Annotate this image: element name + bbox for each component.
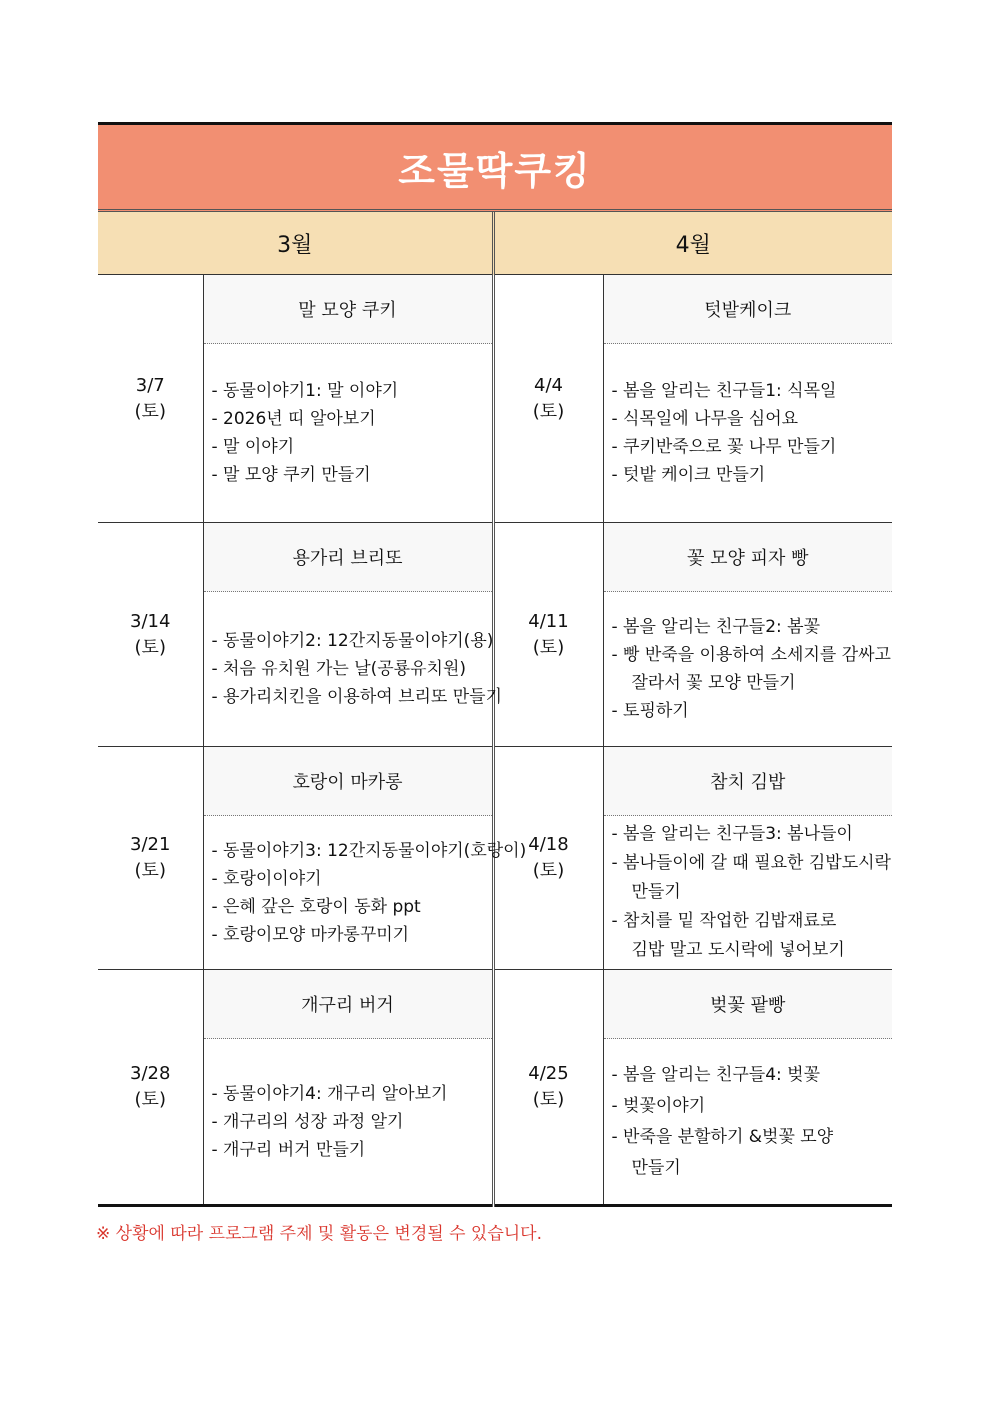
activity-cell [203,592,503,747]
activity-line: - 말 이야기 [211,437,295,457]
activity-line: - 동물이야기1: 말 이야기 [211,381,399,401]
weekday: (토) [134,1089,166,1110]
date-cell [98,747,203,970]
activity-line: 잘라서 꽃 모양 만들기 [631,673,796,693]
activity-line: - 동물이야기2: 12간지동물이야기(용) [211,631,494,651]
schedule-sheet [98,122,892,1207]
weekday: (토) [532,636,565,658]
activity-cell [603,592,892,747]
activity-line: - 동물이야기3: 12간지동물이야기(호랑이) [211,840,527,861]
date: 3/21 [130,834,171,855]
theme-cell: 꽃 모양 피자 빵 [603,523,892,592]
theme-cell: 참치 김밥 [603,747,892,816]
theme-cell: 벚꽃 팥빵 [603,970,892,1039]
activity-cell [203,344,493,523]
activity-cell [603,344,892,523]
activity-line: - 용가리치킨을 이용하여 브리또 만들기 [211,687,503,707]
activity-line: - 개구리의 성장 과정 알기 [211,1111,404,1132]
activity-line: - 봄을 알리는 친구들3: 봄나들이 [611,824,853,844]
activity-line: - 처음 유치원 가는 날(공룡유치원) [211,659,466,679]
date-cell [493,275,603,523]
activity-line: - 벚꽃이야기 [611,1095,706,1116]
date: 4/4 [534,374,563,396]
activity-line: - 말 모양 쿠키 만들기 [211,465,371,485]
weekday: (토) [532,860,565,881]
theme-cell: 용가리 브리또 [203,523,493,592]
activity-line: - 호랑이모양 마카롱꾸미기 [211,924,410,945]
activity-line: - 토핑하기 [611,701,689,721]
activity-line: - 봄나들이에 갈 때 필요한 김밥도시락 [611,853,891,873]
page-title: 조물딱쿠킹 [98,124,892,211]
activity-line: - 빵 반죽을 이용하여 소세지를 감싸고 [611,645,891,665]
theme-cell: 개구리 버거 [203,970,493,1039]
activity-cell [203,816,527,970]
date-cell [98,523,203,747]
month-header-april: 4월 [493,211,892,275]
activity-line: 만들기 [631,1157,681,1178]
weekday: (토) [134,400,166,422]
activity-line: - 반죽을 분할하기 &벚꽃 모양 [611,1126,834,1147]
date: 4/11 [528,610,569,632]
activity-line: - 은혜 갚은 호랑이 동화 ppt [211,896,421,917]
date-cell [493,970,603,1206]
activity-line: - 참치를 밑 작업한 김밥재료로 [611,911,837,931]
weekday: (토) [532,1089,565,1110]
activity-line: - 식목일에 나무을 심어요 [611,409,799,429]
date: 4/25 [528,1063,569,1084]
activity-line: - 개구리 버거 만들기 [211,1139,366,1160]
theme-cell: 호랑이 마카롱 [203,747,493,816]
date: 3/7 [135,374,165,396]
date: 3/28 [130,1063,171,1084]
footnote: ※ 상황에 따라 프로그램 주제 및 활동은 변경될 수 있습니다. [96,1224,542,1244]
activity-line: - 2026년 띠 알아보기 [211,409,376,429]
activity-line: - 봄을 알리는 친구들2: 봄꽃 [611,617,821,637]
date: 3/14 [130,610,171,632]
activity-line: - 텃밭 케이크 만들기 [611,465,766,485]
activity-line: - 봄을 알리는 친구들1: 식목일 [611,381,837,401]
weekday: (토) [532,400,565,422]
activity-cell [203,1039,493,1206]
activity-line: - 동물이야기4: 개구리 알아보기 [211,1083,448,1104]
date-cell [98,275,203,523]
month-header-march: 3월 [98,211,493,275]
activity-line: 만들기 [631,882,681,902]
weekday: (토) [134,636,166,658]
activity-line: - 봄을 알리는 친구들4: 벚꽃 [611,1064,821,1085]
theme-cell: 텃밭케이크 [603,275,892,344]
date-cell [98,970,203,1206]
date: 4/18 [528,834,569,855]
activity-line: 김밥 말고 도시락에 넣어보기 [631,940,845,960]
weekday: (토) [134,860,166,881]
theme-cell: 말 모양 쿠키 [203,275,493,344]
activity-cell [603,816,892,970]
activity-line: - 쿠키반죽으로 꽃 나무 만들기 [611,437,837,457]
activity-line: - 호랑이이야기 [211,868,322,889]
schedule-table [98,122,892,1207]
date-cell [493,523,603,747]
activity-cell [603,1039,892,1206]
